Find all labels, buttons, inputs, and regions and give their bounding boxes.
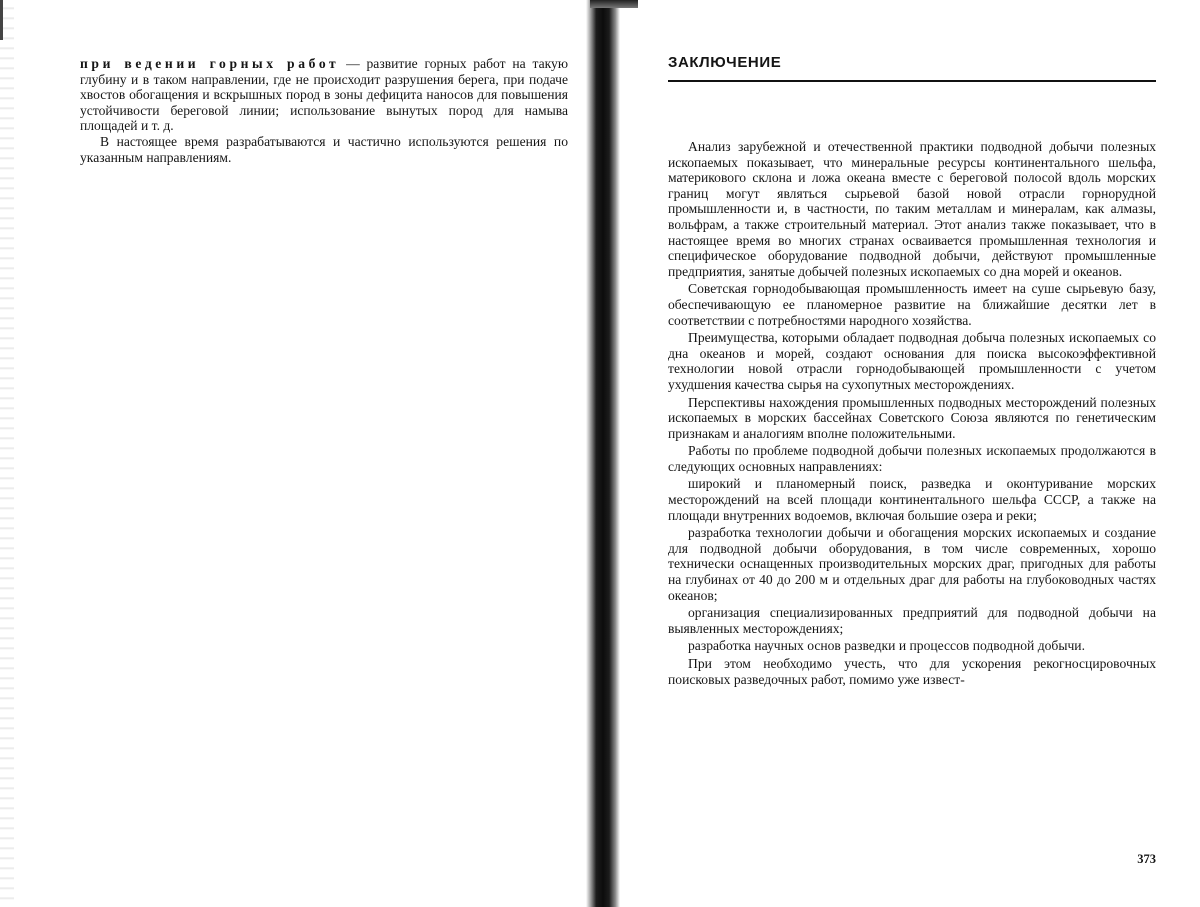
chapter-title: ЗАКЛЮЧЕНИЕ (668, 54, 782, 71)
paragraph-advantages: Преимущества, которыми обладает подводная добыча полезных ископаемых со дна океанов и морей, создают основания для поиска высокоэффективной технологии новой отрасли горнодобывающей промышленности с учетом ухудшения качества сырья на сухопутных месторождениях. (668, 330, 1156, 392)
right-page (668, 54, 1156, 689)
scan-edge-left (0, 0, 14, 907)
paragraph-direction-technology: разработка технологии добычи и обогащения морских ископаемых и создание для подводной добычи оборудования, в том числе современных, хорошо технически оснащенных производительных морских драг, пригодных для работы на глубинах от 40 до 200 м и отдельных драг для работы на глубоководных частях океанов; (668, 525, 1156, 603)
scan-edge-mark (0, 0, 3, 40)
book-gutter (586, 0, 620, 907)
left-paragraph-2: В настоящее время разрабатываются и частично используются решения по указанным направлениям. (80, 133, 568, 165)
left-paragraph-1-text: — развитие горных работ на такую глубину и в таком направлении, где не происходит разрушения берега, при подаче хвостов обогащения и вскрышных пород в зоны дефицита наносов для повышения устойчивости береговой линии; использование вынутых пород для намыва площадей и т. д. (80, 56, 568, 134)
left-paragraph-1 (80, 56, 568, 134)
paragraph-direction-science: разработка научных основ разведки и процессов подводной добычи. (688, 638, 1085, 654)
right-page-body (668, 139, 1156, 687)
paragraph-analysis: Анализ зарубежной и отечественной практики подводной добычи полезных ископаемых показывает, что минеральные ресурсы континентального шельфа, материкового склона и ложа океана вместе с береговой полосой вдоль морских границ могут являться сырьевой базой новой отрасли горнорудной промышленности и, в частности, по таким металлам и минералам, как алмазы, вольфрам, а также строительный материал. Этот анализ также показывает, что в настоящее время во многих странах осваивается промышленная технология и специфическое оборудование подводной добычи, действуют промышленные предприятия, занятые добычей полезных ископаемых со дна морей и океанов. (668, 139, 1156, 279)
spaced-lead-phrase: при ведении горных работ (80, 56, 340, 71)
paragraph-prospects: Перспективы нахождения промышленных подводных месторождений полезных ископаемых в морских бассейнах Советского Союза являются по генетическим признакам и аналогиям вполне положительными. (668, 394, 1156, 441)
title-rule (668, 80, 1156, 82)
paragraph-directions-intro: Работы по проблеме подводной добычи полезных ископаемых продолжаются в следующих основных направлениях: (668, 443, 1156, 474)
book-gutter-top (590, 0, 638, 8)
paragraph-direction-enterprises: организация специализированных предприятий для подводной добычи на выявленных месторождениях; (668, 605, 1156, 636)
paragraph-acceleration: При этом необходимо учесть, что для ускорения рекогносцировочных поисковых разведочных работ, помимо уже извест- (668, 656, 1156, 687)
paragraph-direction-search: широкий и планомерный поиск, разведка и оконтуривание морских месторождений на всей площади континентального шельфа СССР, а также на площади внутренних водоемов, включая большие озера и реки; (668, 476, 1156, 523)
paragraph-soviet-industry: Советская горнодобывающая промышленность имеет на суше сырьевую базу, обеспечивающую ее планомерное развитие на ближайшие десятки лет в соответствии с потребностями народного хозяйства. (668, 281, 1156, 328)
page-number: 373 (1137, 852, 1156, 866)
left-page (80, 56, 568, 165)
